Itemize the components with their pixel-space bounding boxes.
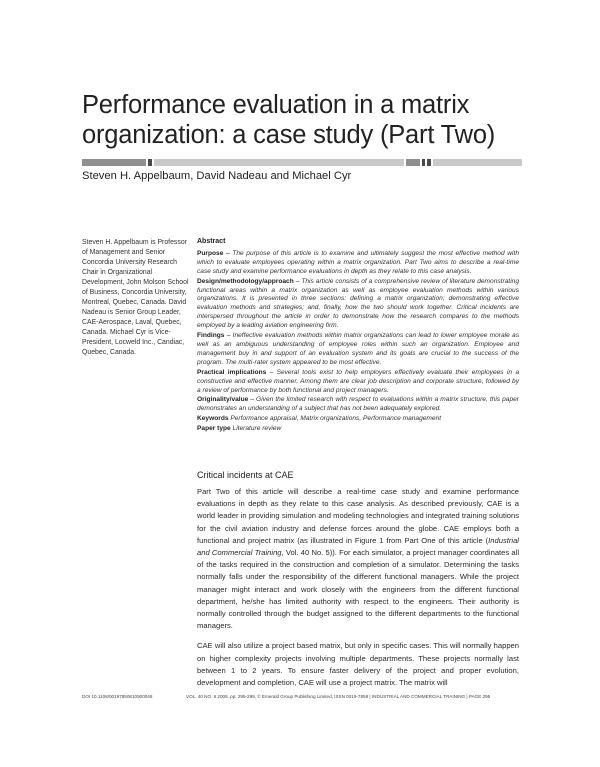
title-rule [82,159,522,166]
author-bio: Steven H. Appelbaum is Professor of Management and Senior Concordia University Research Chair in Organizational Development, John Molson School of Business, Concordia University, Montreal, Quebec, Canada. David Nadeau is Senior Group Leader, CAE-Aerospace, Laval, Quebec, Canada. Michael Cyr is Vice-President, Locweld Inc., Candiac, Quebec, Canada. [82,239,189,356]
title-line-1: Performance evaluation in a matrix [82,91,470,119]
originality-text: – Given the limited research with respect to evaluations within a matrix structure, this paper demonstrates an understanding of a subject that has not been adequately explored. [197,396,519,413]
paragraph-1-part-b: , Vol. 40 No. 5)). For each simulator, a project manager coordinates all of the tasks required in the construction and completion of a simulator. Determining the tasks normally falls under the responsibility of the different functional managers. While the project manager might interact and work closely with the engineers from the different functional department, he/she has limited authority with respect to the engineers. Their authority is normally controlled through the budget assigned to the different departments to the functional managers. [197,548,520,631]
abstract-originality [197,396,519,414]
purpose-text: – The purpose of this article is to examine and ultimately suggest the most effective method with which to evaluate employees operating within a matrix organization. Part Two aims to describe a real-time case study and examine performance evaluations in depth as they relate to this case analysis. [197,249,519,275]
journal-title: Industrial and Commercial Training [197,535,519,558]
practical-label: Practical implications [197,368,267,376]
abstract-purpose [197,250,519,277]
rule-segment [406,159,420,166]
paper-type-text: Literature review [230,425,282,433]
body-text [197,486,519,697]
footer-citation: VOL. 40 NO. 6 2008, pp. 295-299, © Emerald Group Publishing Limited, ISSN 0019-7858 | INDUSTRIAL AND COMMERCIAL TRAINING | PAGE 295 [186,694,491,699]
rule-segment [148,159,152,166]
design-label: Design/methodology/approach [197,277,294,285]
keywords-label: Keywords [197,415,229,423]
abstract-design [197,278,519,331]
body-paragraph-1 [197,486,519,632]
article-authors: Steven H. Appelbaum, David Nadeau and Michael Cyr [82,170,352,182]
abstract-keywords [197,415,519,424]
section-heading: Critical incidents at CAE [197,470,294,480]
rule-segment [427,159,431,166]
findings-label: Findings [197,332,225,340]
abstract-section [197,238,519,435]
abstract-paper-type [197,425,519,434]
abstract-practical [197,369,519,396]
rule-segment [82,159,146,166]
abstract-findings [197,332,519,368]
body-paragraph-2: CAE will also utilize a project based matrix, but only in specific cases. This will normally happen on higher complexity projects involving multiple departments. These projects normally last between 1 to 2 years. To ensure faster delivery of the project and proper evolution, development and completion, CAE will use a project matrix. The matrix will [197,641,519,688]
abstract-heading: Abstract [197,238,226,245]
rule-segment [154,159,404,166]
keywords-text: Performance appraisal, Matrix organizations, Performance management [228,415,442,423]
originality-label: Originality/value [197,396,249,404]
article-title [82,90,522,150]
practical-text: – Several tools exist to help employers effectively evaluate their employees in a constructive and effective manner. Among them are clear job description and corporate structure, followed by a review of performance by both functional and project managers. [197,368,520,394]
purpose-label: Purpose [197,249,224,257]
footer-doi: DOI 10.1108/00197850810900048 [82,694,153,699]
author-bio-sidebar [82,238,190,358]
findings-text: – Ineffective evaluation methods within matrix organizations can lead to lower employee morale as well as an ambiguous understanding of employee roles within such an organization. Employee and management buy in and support of an evaluation system and its goals are crucial to the success of the program. The multi-rater system appeared to be most effective. [197,332,519,366]
title-line-2: organization: a case study (Part Two) [82,121,496,149]
design-text: – This article consists of a comprehensive review of literature demonstrating functional areas within a matrix organization as well as employee evaluation methods within various organizations. It is presented in three sections: defining a matrix organization; demonstrating effective evaluation methods and strategies; and, finally, how the two should work together. Critical incidents are interspersed throughout the article in order to demonstrate how the research compares to the methods employed by a leading aviation engineering firm. [197,277,519,330]
rule-segment [433,159,522,166]
paragraph-1-part-a: Part Two of this article will describe a real-time case study and examine performance evaluations in depth as they relate to this case analysis. As described previously, CAE is a world leader in providing simulation and modeling technologies and integrated training solutions for the civil aviation industry and defense forces around the globe. CAE employs both a functional and project matrix (as illustrated in Figure 1 from Part One of this article ( [197,487,519,545]
paper-type-label: Paper type [197,425,231,433]
rule-segment [422,159,425,166]
